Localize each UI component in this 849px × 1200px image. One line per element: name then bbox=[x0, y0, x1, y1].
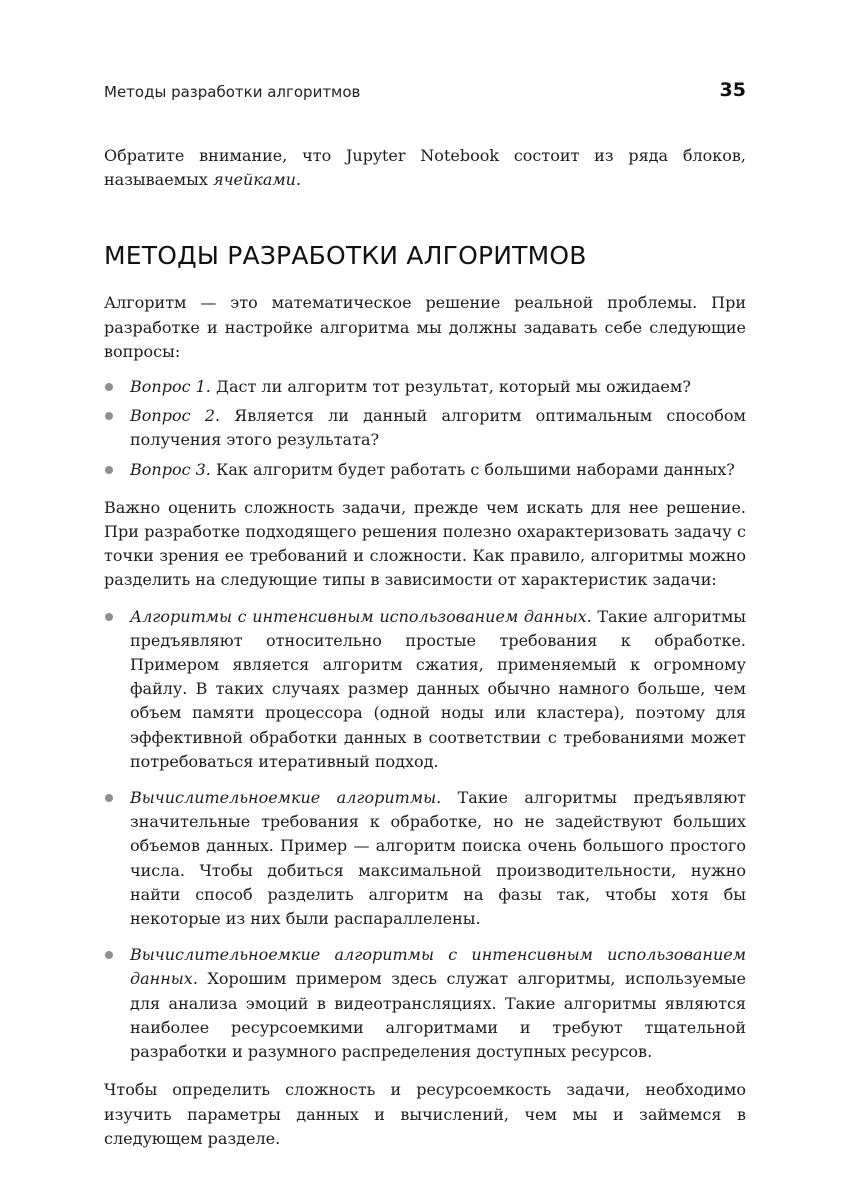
question-label: Вопрос 3. bbox=[130, 459, 211, 479]
question-label: Вопрос 1. bbox=[130, 377, 211, 397]
bullet-icon bbox=[105, 794, 113, 802]
page-body bbox=[104, 144, 746, 1151]
question-text: Даст ли алгоритм тот результат, который мы ожидаем? bbox=[210, 377, 691, 397]
running-title: Методы разработки алгоритмов bbox=[104, 83, 361, 101]
running-header bbox=[104, 80, 746, 104]
section-heading: МЕТОДЫ РАЗРАБОТКИ АЛГОРИТМОВ bbox=[104, 241, 587, 271]
bullet-icon bbox=[105, 412, 113, 420]
list-item bbox=[104, 605, 746, 774]
algorithm-type-list bbox=[104, 605, 746, 1065]
question-text: Является ли данный алгоритм оптимальным способом получения этого результата? bbox=[130, 406, 746, 450]
type-text: . Такие алгоритмы предъявляют относительно простые требования к обработке. Примером является алгоритм сжатия, применяемый к огромному файлу. В таких случаях размер данных обычно намного больше, чем объем памяти процессора (одной ноды или кластера), поэтому для эффективной обработки данных в соответствии с требованиями может потребоваться итеративный подход. bbox=[130, 606, 746, 771]
type-label: Вычислительноемкие алгоритмы с интенсивным использованием данных bbox=[130, 945, 746, 989]
list-item bbox=[104, 786, 746, 931]
section-paragraph-2: Важно оценить сложность задачи, прежде чем искать для нее решение. При разработке подходящего решения полезно охарактеризовать задачу с точки зрения ее требований и сложности. Как правило, алгоритмы можно разделить на следующие типы в зависимости от характеристик задачи: bbox=[104, 497, 746, 590]
question-label: Вопрос 2. bbox=[130, 406, 221, 426]
section-paragraph-3: Чтобы определить сложность и ресурсоемкость задачи, необходимо изучить параметры данных и вычислений, чем мы и займемся в следующем разделе. bbox=[104, 1080, 746, 1148]
list-item bbox=[104, 943, 746, 1064]
bullet-icon bbox=[105, 383, 113, 391]
question-list bbox=[104, 375, 746, 482]
type-label: Вычислительноемкие алгоритмы bbox=[130, 788, 437, 808]
bullet-icon bbox=[105, 951, 113, 959]
intro-text: Обратите внимание, что Jupyter Notebook состоит из ряда блоков, называемых bbox=[104, 146, 746, 190]
list-item bbox=[104, 375, 746, 399]
intro-end: . bbox=[295, 170, 302, 190]
type-text: . Хорошим примером здесь служат алгоритмы, используемые для анализа эмоций в видеотрансляциях. Такие алгоритмы являются наиболее ресурсоемкими алгоритмами и требуют тщательной разработки и разумного распределения доступных ресурсов. bbox=[130, 969, 746, 1062]
list-item bbox=[104, 458, 746, 482]
type-text: . Такие алгоритмы предъявляют значительные требования к обработке, но не задействуют больших объемов данных. Пример — алгоритм поиска очень большого простого числа. Чтобы добиться максимальной производительности, нужно найти способ разделить алгоритм на фазы так, чтобы хотя бы некоторые из них были распараллелены. bbox=[130, 788, 746, 929]
intro-emphasis: ячейками bbox=[212, 170, 296, 190]
list-item bbox=[104, 404, 746, 452]
question-text: Как алгоритм будет работать с большими наборами данных? bbox=[210, 459, 735, 479]
section-paragraph-1: Алгоритм — это математическое решение реальной проблемы. При разработке и настройке алгоритма мы должны задавать себе следующие вопросы: bbox=[104, 293, 746, 361]
bullet-icon bbox=[105, 466, 113, 474]
bullet-icon bbox=[105, 613, 113, 621]
intro-paragraph bbox=[104, 144, 746, 192]
page-number: 35 bbox=[719, 79, 746, 101]
type-label: Алгоритмы с интенсивным использованием данных bbox=[130, 606, 587, 626]
